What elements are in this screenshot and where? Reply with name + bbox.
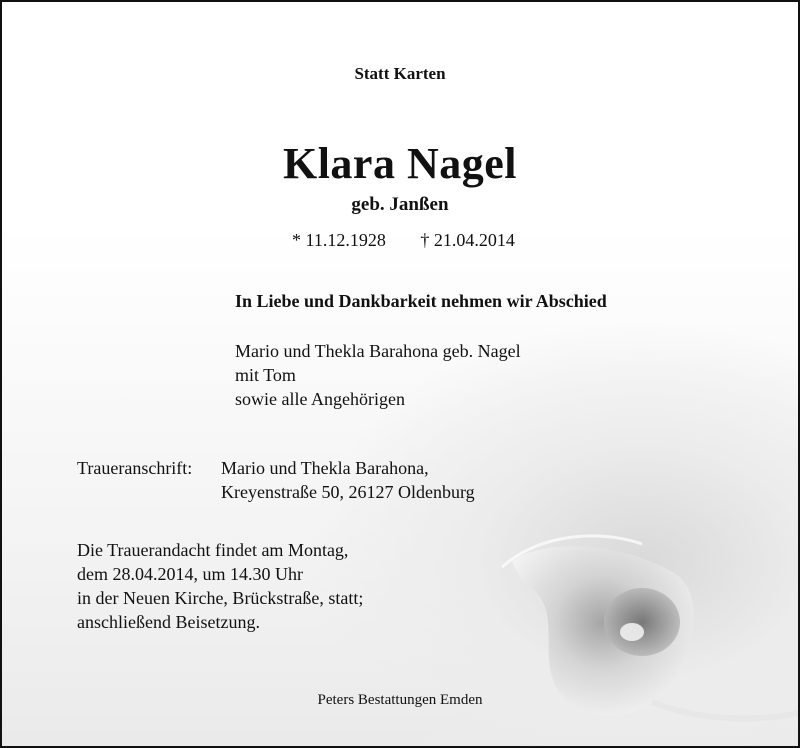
- address-line-1: Mario und Thekla Barahona,: [221, 458, 429, 478]
- mourners-list: [235, 339, 521, 411]
- life-dates: [292, 230, 515, 251]
- service-line: in der Neuen Kirche, Brückstraße, statt;: [77, 588, 364, 608]
- statt-karten-label: Statt Karten: [354, 64, 446, 83]
- address-line-2: Kreyenstraße 50, 26127 Oldenburg: [221, 482, 475, 502]
- service-line: Die Trauerandacht findet am Montag,: [77, 540, 349, 560]
- mourner-line: mit Tom: [235, 365, 296, 385]
- farewell-heading: In Liebe und Dankbarkeit nehmen wir Abschied: [235, 291, 607, 311]
- mourner-line: Mario und Thekla Barahona geb. Nagel: [235, 341, 521, 361]
- address-label: Traueranschrift:: [77, 458, 193, 478]
- mourning-address: [77, 456, 475, 504]
- birth-date: * 11.12.1928: [292, 230, 386, 250]
- mourner-line: sowie alle Angehörigen: [235, 389, 405, 409]
- service-line: dem 28.04.2014, um 14.30 Uhr: [77, 564, 303, 584]
- service-line: anschließend Beisetzung.: [77, 612, 260, 632]
- birth-name: geb. Janßen: [351, 194, 449, 215]
- deceased-name: Klara Nagel: [282, 139, 517, 188]
- undertaker-name: Peters Bestattungen Emden: [317, 692, 483, 708]
- death-date: † 21.04.2014: [420, 230, 515, 250]
- service-details: [77, 538, 363, 634]
